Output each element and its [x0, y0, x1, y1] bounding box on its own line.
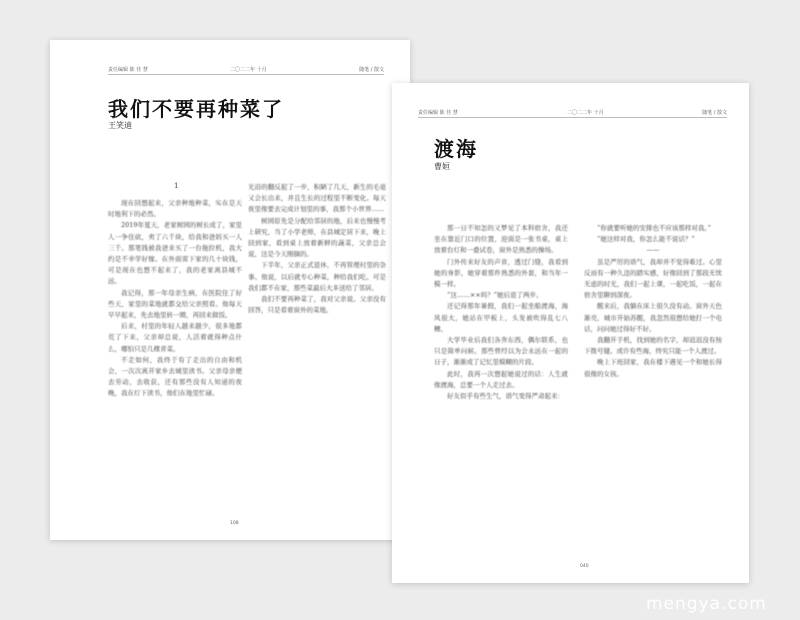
right-column-2 — [584, 223, 722, 545]
paragraph: 好友似乎有些生气，语气变得严肃起来： — [447, 392, 564, 401]
left-page — [50, 40, 410, 540]
left-page-number: 108 — [230, 521, 239, 526]
paragraph: 不走如何，我终于有了走出的自由和机会，一次次离开家乡去城里读书。父亲母亲便去劳动，去收获，还有那些没有人知道的夜晚，我在灯下读书，他们在地里忙碌。 — [108, 355, 242, 398]
paragraph: 大学毕业后我们各奔东西，偶尔联系，也只是简单问候。那些曾经以为会永远在一起的日子，渐渐成了记忆里模糊的片段。 — [434, 336, 568, 367]
paragraph: 后来，村里的年轻人越来越少，很多地都荒了下来，父亲却总说，人活着就得种点什么，哪怕只是几棵青菜。 — [108, 322, 242, 353]
paragraph: 我翻开手机，找到她的名字，却迟迟没有按下拨号键。或许有些海，终究只能一个人渡过。 — [584, 336, 722, 356]
left-header-editor: 责任编辑 陈 佳 慧 — [108, 67, 148, 73]
right-article-author: 曹姮 — [434, 162, 450, 171]
paragraph: 醒来后，我躺在床上很久没有动。窗外天色渐亮，城市开始苏醒，我忽然很想给她打一个电话，问问她过得好不好。 — [584, 302, 722, 333]
paragraph: “你就要听她的安排也不应该那样对我。” — [597, 224, 711, 232]
paragraph: 我们不要再种菜了，我对父亲说。父亲没有回答，只是看着窗外的菜地。 — [248, 295, 386, 315]
paragraph: 此时，我再一次想起她说过的话：人生就像渡海，总要一个人走过去。 — [434, 369, 568, 389]
paragraph: 光沿的翻反起了一步，积陋了几天，新生的毛毫又会长出来，并且生长的过程里不断变化。每天夜里像要去完成计划里的事，我那个小世界…… — [248, 183, 386, 214]
paragraph: 那一日不知怎的又梦见了本科宿舍，我还坐在靠近门口的位置，迎面是一张书桌，桌上放着台灯和一叠试卷，窗外是熟悉的操场。 — [434, 224, 568, 255]
paragraph: 晚上下班回家，我在楼下遇见一个和她长得很像的女孩。 — [584, 358, 722, 378]
right-header-rule — [418, 117, 727, 118]
paragraph: 2019年夏天，老家树园的树长成了，家里人一争住砍，卖了六千块，给我和爸妈买一人三千。那笔钱被我爸来买了一台拖拉机，我大约是不幸学好嫁。在外面雷下家的几十块钱，可是现在也想不起来了，我的老家离县城不远。 — [108, 221, 242, 286]
right-page — [392, 83, 749, 583]
paragraph: 我记得，那一年母亲生病，在医院住了好些天，家里的菜地就都交给父亲照看。他每天早早起来，先去地里转一圈，再回来做饭。 — [108, 288, 242, 320]
right-header-editor: 责任编辑 陈 佳 慧 — [418, 110, 458, 116]
paragraph: 门外传来好友的声音，透过门缝，我看到她的身影，她穿着那件熟悉的外套，和当年一模一样。 — [434, 257, 568, 289]
left-section-number: 1 — [174, 182, 179, 190]
paragraph: 还记得那年暑假，我们一起坐船渡海，海风很大，她站在甲板上，头发被吹得乱七八糟。 — [434, 302, 568, 333]
left-column-1 — [108, 198, 242, 514]
paragraph: —— — [646, 246, 660, 255]
left-column-2 — [248, 182, 386, 514]
left-header-rule — [108, 74, 384, 75]
right-page-number: 040 — [580, 564, 589, 569]
paragraph: “她这样对我，你怎么能不说话？” — [597, 235, 695, 244]
left-article-author: 王笑迪 — [108, 121, 132, 130]
left-header-category: 随笔 / 散文 — [359, 67, 384, 73]
left-article-title: 我们不要再种菜了 — [108, 97, 284, 121]
right-article-title: 渡海 — [434, 137, 478, 161]
paragraph: 树园原先是分配给邻居的地，后来也慢慢考上研究，当了小学老师，在县城定居下来，晚上回到家，看到桌上放着新鲜的蔬菜，父亲总会说，这是今天刚摘的。 — [248, 216, 386, 259]
paragraph: 虽是严厉的语气，我却并不觉得难过。心里反而有一种久违的踏实感，好像回到了那段无忧无虑的时光，我们一起上课，一起吃饭，一起在宿舍里聊到深夜。 — [584, 257, 722, 300]
right-header-date: 二〇二二年 十月 — [567, 110, 604, 116]
paragraph: “这……××吗？”她后退了两步。 — [447, 291, 543, 300]
paragraph: 下半年，父亲正式退休，不再管理村里的杂事。他说，以后就专心种菜，种给我们吃。可是我们都不在家，那些菜最后大多送给了邻居。 — [248, 261, 386, 292]
right-header-category: 随笔 / 散文 — [702, 110, 727, 116]
left-header-date: 二〇二二年 十月 — [230, 67, 267, 73]
right-column-1 — [434, 223, 568, 545]
watermark-text: mengya.com — [646, 594, 767, 614]
paragraph: 现在回想起来，父亲种地种菜，实在是天时地利下的必然。 — [108, 199, 242, 219]
